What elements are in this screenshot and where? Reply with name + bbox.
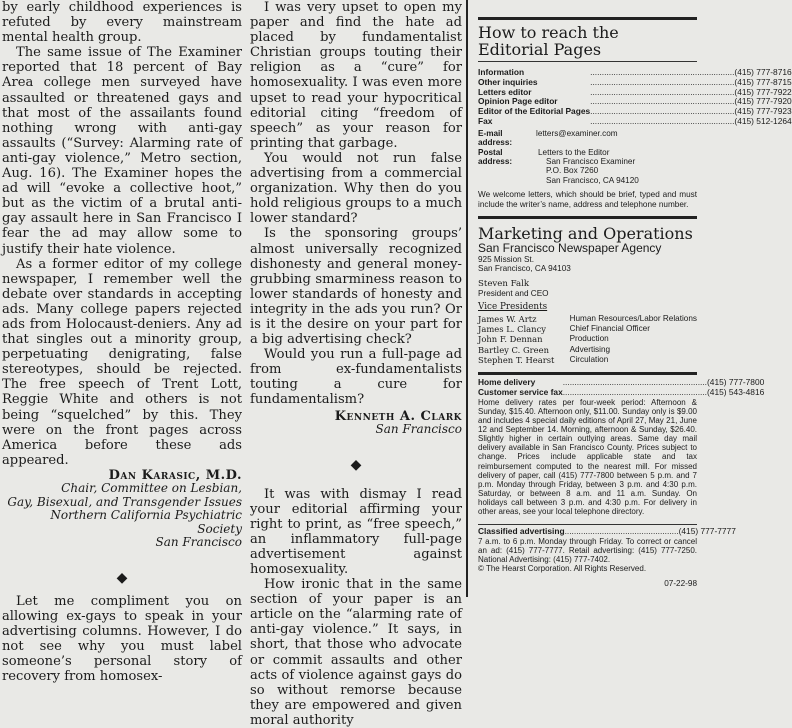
divider (478, 524, 697, 525)
vp-heading: Vice Presidents (478, 301, 548, 312)
letter-signature (2, 469, 242, 550)
signature-affiliation: Chair, Committee on Lesbian, (61, 481, 242, 496)
classified-text: 7 a.m. to 6 p.m. Monday through Friday. To correct or cancel an ad: (415) 777-7777. Retail advertising: (415) 777-7250. National Advertising: (415) 777-7402. (478, 536, 697, 565)
editorial-title: How to reach the Editorial Pages (478, 23, 619, 59)
letter-paragraph: Is the sponsoring groups’ almost universally recognized dishonesty and general money-grubbing smarminess reason to lower standards of honesty and integrity in the ads you run? Or is it the desire on your part for a big advertising check? (250, 226, 462, 348)
letter-paragraph: You would not run false advertising from a commercial organization. Why then do you hold religious groups to a much lower standard? (250, 150, 462, 227)
contact-row: Home delivery .............................................................. (415) 777-7800 (478, 377, 765, 388)
contact-row: Opinion Page editor .............................................................. (415) 777-7920 (478, 96, 792, 107)
letter-paragraph: Let me compliment you on allowing ex-gays to speak in your advertising columns. However, I do not see why you must label someone’s personal story of recovery from homosex- (2, 593, 242, 685)
contact-row: Editor of the Editorial Pages .............................................................. (415) 777-7923 (478, 106, 792, 117)
signature-affiliation: Gay, Bisexual, and Transgender Issues (7, 494, 242, 509)
letter-paragraphs (2, 0, 242, 468)
signature-affiliation: San Francisco (375, 422, 462, 437)
email-link[interactable]: letters@examiner.com (536, 128, 618, 138)
ceo-name: Steven Falk (478, 278, 530, 289)
vp-row: Stephen T. Hearst Circulation (478, 355, 609, 366)
letters-column-1 (2, 0, 242, 684)
signature-name: Dan Karasic, M.D. (108, 467, 242, 483)
contact-row: Fax .............................................................. (415) 512-1264 (478, 115, 792, 126)
diamond-separator-icon: ◆ (350, 456, 362, 473)
letter-signature (250, 410, 462, 437)
vp-row: Bartley C. Green Advertising (478, 344, 611, 355)
contact-list (478, 68, 792, 127)
contact-row: Letters editor .............................................................. (415) 777-7922 (478, 86, 792, 97)
vp-row: James L. Clancy Chief Financial Officer (478, 324, 650, 335)
diamond-separator-icon: ◆ (116, 569, 128, 586)
contact-row: Other inquiries .............................................................. (415) 777-8715 (478, 76, 792, 87)
divider (478, 61, 697, 62)
section-rule (478, 216, 697, 219)
signature-affiliation: San Francisco (155, 535, 242, 550)
letter-paragraph: It was with dismay I read your editorial affirming your right to print, as “free speech,” an inflammatory full-page advertisement against homosexuality. (250, 486, 462, 577)
welcome-note: We welcome letters, which should be brief, typed and must include the writer’s name, address and telephone number. (478, 190, 697, 209)
copyright: © The Hearst Corporation. All Rights Reserved. (478, 564, 647, 574)
section-rule (478, 372, 697, 375)
agency-name: San Francisco Newspaper Agency (478, 241, 662, 256)
contact-row: Information .............................................................. (415) 777-8716 (478, 67, 792, 77)
letter-paragraph: Would you run a full-page ad from ex-fundamentalists touting a cure for fundamentalism? (250, 347, 462, 408)
email-row: E-mail address: letters@examiner.com (478, 128, 618, 148)
marketing-title: Marketing and Operations (478, 224, 693, 244)
vp-row: John F. Dennan Production (478, 334, 609, 345)
letter-paragraph: As a former editor of my college newspaper, I remember well the debate over standards in accepting ads. Many college papers rejected ads from Holocaust-deniers. Any ad that singles out a minority group, perpetuating denigrating, false stereotypes, should be rejected. The free speech of Trent Lott, Reggie White and others is not being “squelched” by this. They were on the front pages across America before these ads appeared. (2, 256, 242, 468)
info-rail: How to reach the Editorial Pages Information .............................................................. (415) 777-8716 Other inquiries .............................................................. (415) 777-8715 Letters editor .............................................................. (415) 777-7922 Opinion Page editor .............................................................. (415) 777-7920 Editor of the Editorial Pages .............................................................. (415) 777-7923 Fax .............................................................. (415) 512-1264 E-mail address: letters@examiner.com Postal address: Letters to the Editor San Francisco Examiner P.O. Box 7260 San Francisco, CA 94120 We welcome letters, which should be brief, typed and must include the writer’s name, address and telephone number. Marketing and Operations San Francisco Newspaper Agency 925 Mission St. San Francisco, CA 94103 Steven Falk President and CEO Vice Presidents James W. Artz Human Resources/Labor Relations James L. Clancy Chief Financial Officer John F. Dennan Production Bartley C. Green Advertising Stephen T. Hearst Circulation Home delivery .............................................................. (415) 777-7800 Customer service fax .............................................................. (415) 543-4816 Home delivery rates per four-week period: Afternoon & Sunday, $15.40. Afternoon only, $11.00. Sunday only is $9.00 and includes 4 special daily editions of April 27, May 21, June 12 and September 14. Morning, afternoon & Sunday, $26.40. Slightly higher in certain outlying areas. Same day mail delivery available in San Francisco County. Prices subject to change. Prices include applicable state and tax reimbursement computed to the nearest mill. For missed delivery of paper, call (415) 777-7800 between 5 p.m. and 7 p.m. Monday through Friday, between 3 p.m. and 4:30 p.m. Saturday, or between 8 a.m. and 11 a.m. Sunday. On holidays call between 3 p.m. and 4:30 p.m. For delivery in other areas, see your local telephone directory. Classified advertising ................................................. (415) 777-7777 7 a.m. to 6 p.m. Monday through Friday. To correct or cancel an ad: (415) 777-7777. Retail advertising: (415) 777-7250. National Advertising: (415) 777-7402. © The Hearst Corporation. All Rights Reserved. 07-22-98 (466, 0, 701, 597)
date-code: 07-22-98 (664, 579, 697, 589)
postal-row: Postal address: Letters to the Editor San Francisco Examiner P.O. Box 7260 San Francisco, CA 94120 (478, 147, 639, 185)
delivery-rates: Home delivery rates per four-week period: Afternoon & Sunday, $15.40. Afternoon only, $11.00. Sunday only is $9.00 and includes 4 special daily editions of April 27, May 21, June 12 and September 14. Morning, afternoon & Sunday, $26.40. Slightly higher in certain outlying areas. Same day mail delivery available in San Francisco County. Prices subject to change. Prices include applicable state and tax reimbursement computed to the nearest mill. For missed delivery of paper, call (415) 777-7800 between 5 p.m. and 7 p.m. Monday through Friday, between 3 p.m. and 4:30 p.m. Saturday, or between 8 a.m. and 11 a.m. Sunday. On holidays call between 3 p.m. and 4:30 p.m. For delivery in other areas, see your local telephone directory. (478, 397, 697, 517)
classified-contact: Classified advertising ................................................. (415) 777-7777 (478, 526, 736, 537)
letter-paragraph: by early childhood experiences is refuted by every mainstream mental health group. (2, 0, 242, 46)
letter-paragraph: I was very upset to open my paper and find the hate ad placed by fundamentalist Christian groups touting their religion as a “cure” for homosexuality. I was even more upset to read your hypocritical editorial citing “freedom of speech” as your reason for printing that garbage. (250, 0, 462, 151)
section-rule (478, 17, 697, 20)
vp-list (478, 314, 697, 365)
delivery-contacts (478, 378, 764, 398)
signature-name: Kenneth A. Clark (334, 408, 462, 424)
letter-paragraphs (250, 487, 462, 728)
letters-column-2 (250, 0, 462, 728)
letter-paragraph: The same issue of The Examiner reported that 18 percent of Bay Area college men surveyed have assaulted or threatened gays and that most of the assailants found nothing wrong with anti-gay assaults (“Survey: Alarming rate of anti-gay violence,” Metro section, Aug. 16). The Examiner hopes the ad will “evoke a collective hoot,” but as the victim of a brutal anti-gay assault here in San Francisco I fear the ad may allow some to justify their hate violence. (2, 45, 242, 257)
ceo-title: President and CEO (478, 289, 549, 299)
letter-paragraphs (250, 0, 462, 408)
signature-affiliation: Northern California Psychiatric Society (50, 508, 242, 536)
letter-paragraph: How ironic that in the same section of your paper is an article on the “alarming rate of anti-gay violence.” It says, in short, that those who advocate or commit assaults and other acts of violence against gays do so without remorse because they are empowered and given moral authority (250, 577, 462, 728)
vp-row: James W. Artz Human Resources/Labor Relations (478, 313, 697, 324)
contact-row: Customer service fax .............................................................. (415) 543-4816 (478, 387, 765, 398)
